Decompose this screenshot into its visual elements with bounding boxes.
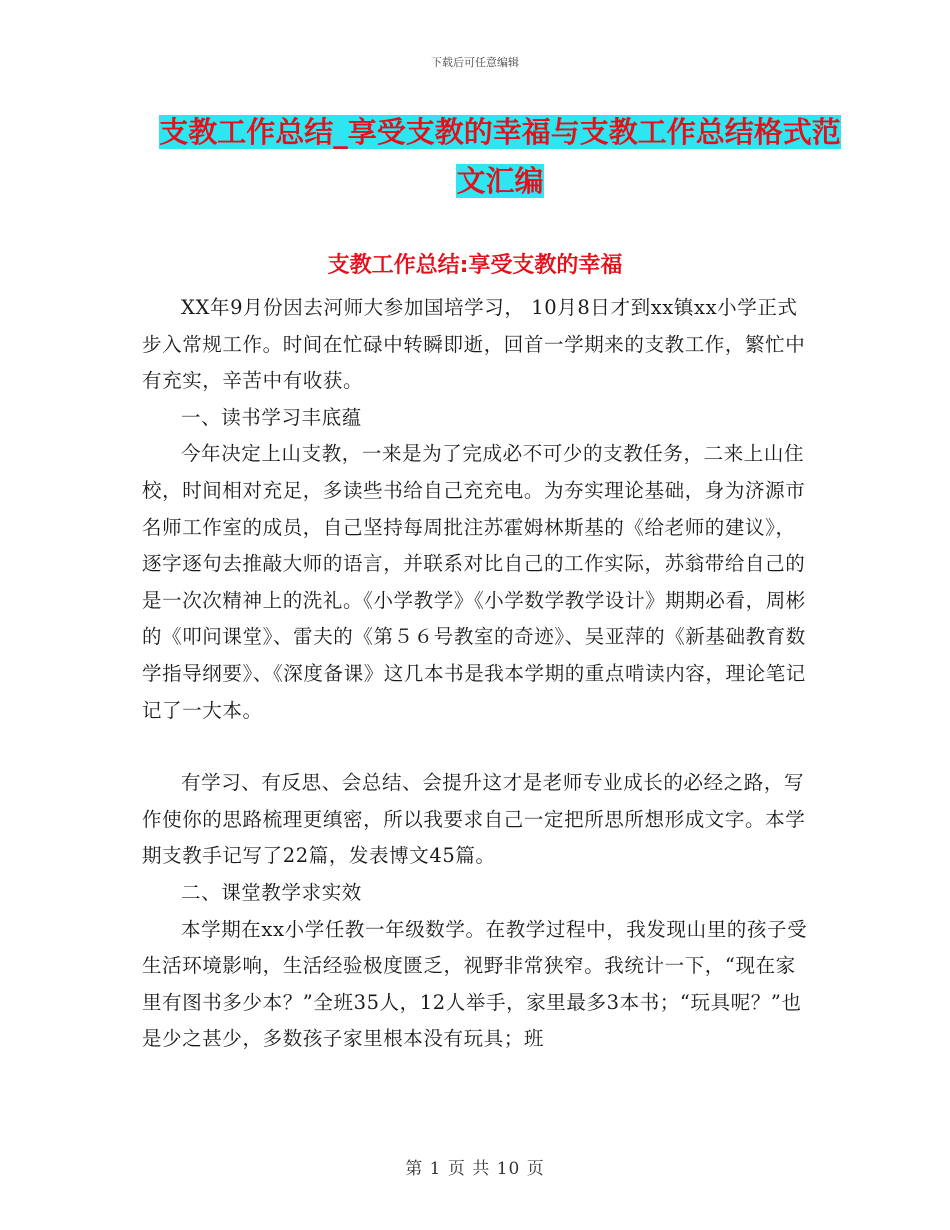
document-title-block (150, 108, 850, 206)
section-subtitle: 支教工作总结:享受支教的幸福 (327, 253, 623, 278)
paragraph-classroom: 本学期在xx小学任教一年级数学。在教学过程中，我发现山里的孩子受生活环境影响，生活经验极度匮乏，视野非常狭窄。我统计一下，“现在家里有图书多少本？”全班35人，12人举手，家里最多3本书；“玩具呢？”也是少之甚少，多数孩子家里根本没有玩具；班 (142, 917, 808, 1051)
page-footer: 第 1 页 共 10 页 (405, 1159, 545, 1179)
heading-reading: 一、读书学习丰底蕴 (181, 405, 362, 429)
paragraph-reading: 今年决定上山支教，一来是为了完成必不可少的支教任务，二来上山住校，时间相对充足，多读些书给自己充充电。为夯实理论基础，身为济源市名师工作室的成员，自己坚持每周批注苏霍姆林斯基的《给老师的建议》，逐字逐句去推敲大师的语言，并联系对比自己的工作实际，苏翁带给自己的是一次次精神上的洗礼。《小学教学》《小学数学教学设计》期期必看，周彬的《叩问课堂》、雷夫的《第５６号教室的奇迹》、吴亚萍的《新基础教育数学指导纲要》、《深度备课》这几本书是我本学期的重点啃读内容，理论笔记记了一大本。 (142, 442, 806, 722)
paragraph-writing: 有学习、有反思、会总结、会提升这才是老师专业成长的必经之路，写作使你的思路梳理更缜密，所以我要求自己一定把所思所想形成文字。本学期支教手记写了22篇，发表博文45篇。 (142, 771, 806, 868)
document-body (142, 290, 808, 1058)
paragraph-intro: XX年9月份因去河师大参加国培学习， 10月8日才到xx镇xx小学正式步入常规工作。时间在忙碌中转瞬即逝，回首一学期来的支教工作，繁忙中有充实，辛苦中有收获。 (142, 296, 806, 393)
header-note: 下载后可任意编辑 (431, 56, 519, 69)
heading-classroom: 二、课堂教学求实效 (181, 880, 362, 904)
document-title: 支教工作总结_享受支教的幸福与支教工作总结格式范文汇编 (159, 115, 841, 198)
